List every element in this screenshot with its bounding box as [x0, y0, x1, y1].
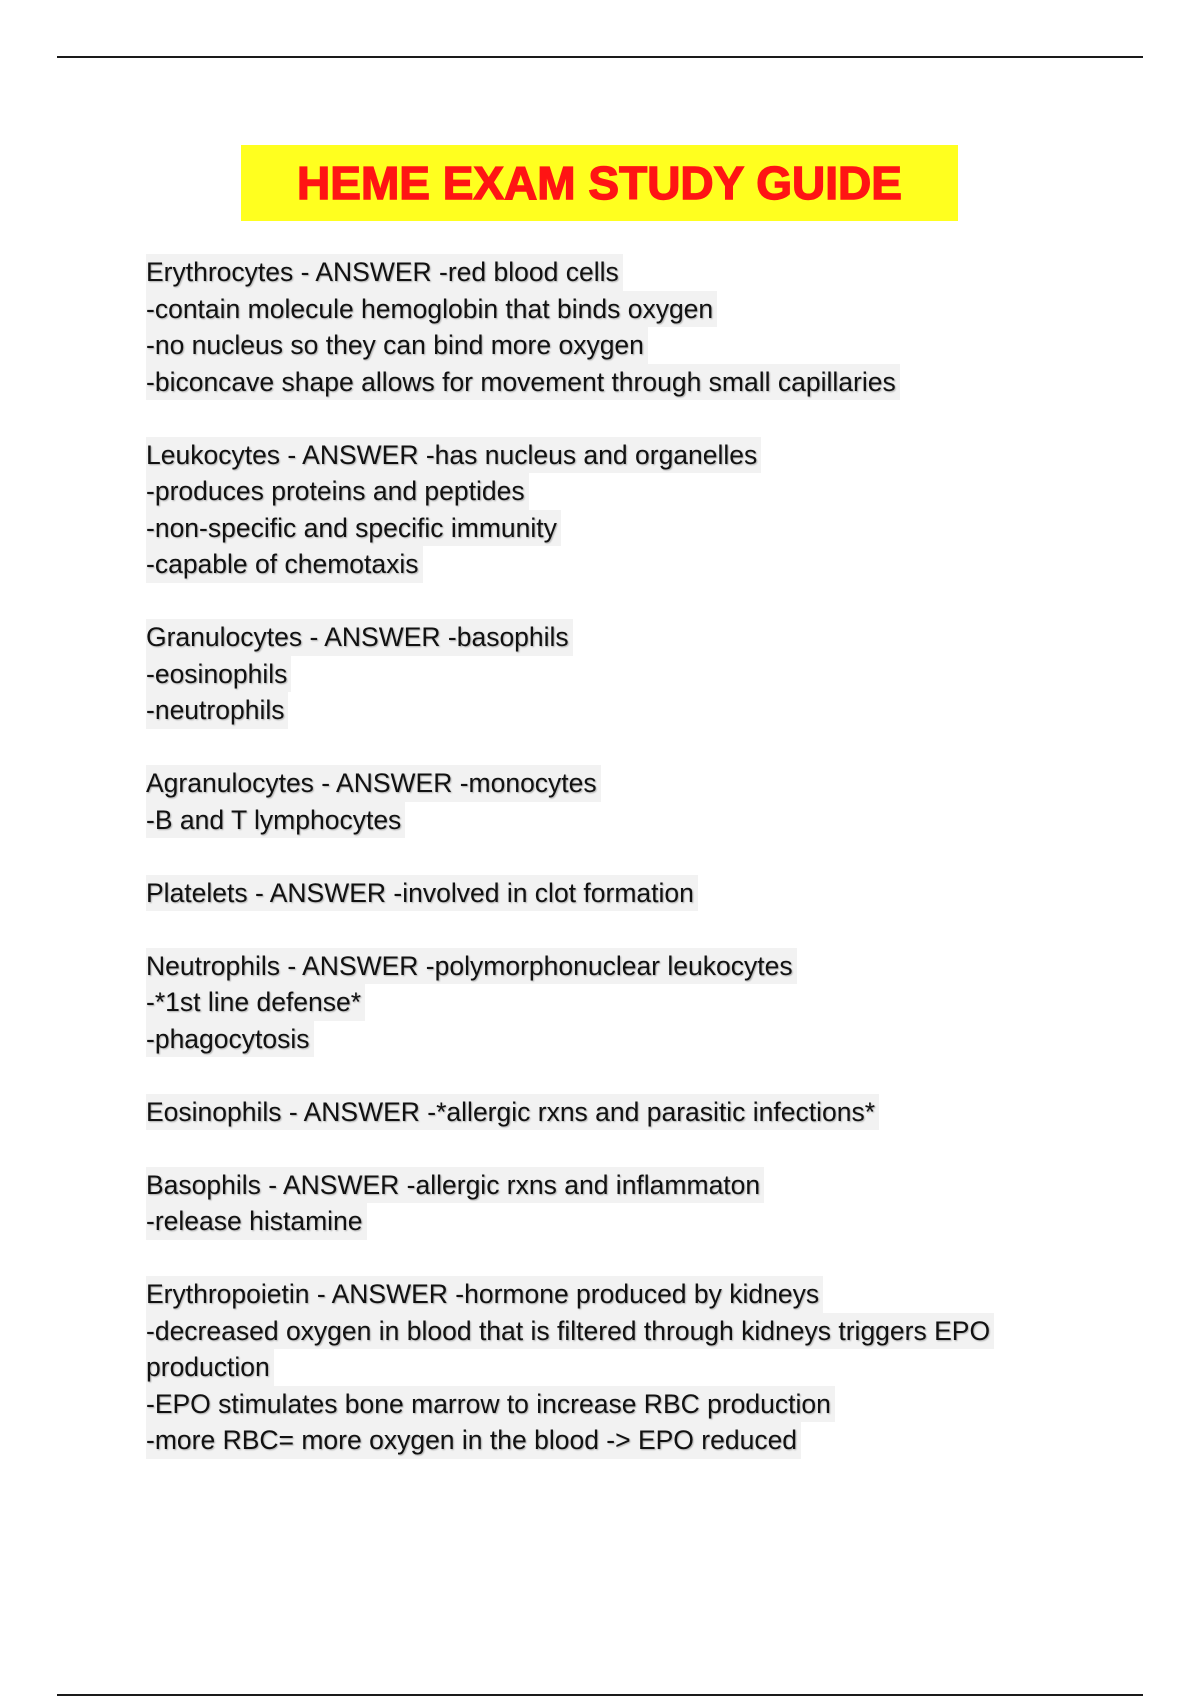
- document-title: HEME EXAM STUDY GUIDE: [297, 157, 902, 209]
- entry-granulocytes: [146, 619, 1106, 729]
- entry-eosinophils: [146, 1094, 1106, 1131]
- entry-leukocytes: [146, 437, 1106, 583]
- top-rule: [57, 56, 1143, 58]
- entry-line: Erythrocytes - ANSWER -red blood cells: [146, 254, 623, 291]
- bottom-rule: [57, 1694, 1143, 1696]
- entry-line: Neutrophils - ANSWER -polymorphonuclear leukocytes: [146, 948, 797, 985]
- entry-agranulocytes: [146, 765, 1106, 838]
- entry-line: -more RBC= more oxygen in the blood -> EPO reduced: [146, 1422, 801, 1459]
- entry-line: -produces proteins and peptides: [146, 473, 529, 510]
- entry-line: Leukocytes - ANSWER -has nucleus and organelles: [146, 437, 761, 474]
- entry-line: Platelets - ANSWER -involved in clot formation: [146, 875, 698, 912]
- entry-line: -decreased oxygen in blood that is filtered through kidneys triggers EPO: [146, 1313, 994, 1350]
- entry-line: Eosinophils - ANSWER -*allergic rxns and parasitic infections*: [146, 1094, 879, 1131]
- entry-line: Agranulocytes - ANSWER -monocytes: [146, 765, 601, 802]
- entry-line: Basophils - ANSWER -allergic rxns and inflammaton: [146, 1167, 764, 1204]
- title-highlight: [241, 145, 958, 221]
- entry-line: -phagocytosis: [146, 1021, 314, 1058]
- entry-line: -EPO stimulates bone marrow to increase RBC production: [146, 1386, 835, 1423]
- entry-line: -capable of chemotaxis: [146, 546, 423, 583]
- entry-neutrophils: [146, 948, 1106, 1058]
- entry-line: production: [146, 1349, 274, 1386]
- study-guide-content: [146, 254, 1106, 1495]
- entry-line: -non-specific and specific immunity: [146, 510, 561, 547]
- entry-line: Granulocytes - ANSWER -basophils: [146, 619, 573, 656]
- entry-erythropoietin: [146, 1276, 1106, 1459]
- entry-line: -eosinophils: [146, 656, 291, 693]
- entry-platelets: [146, 875, 1106, 912]
- entry-line: -release histamine: [146, 1203, 367, 1240]
- entry-line: Erythropoietin - ANSWER -hormone produced by kidneys: [146, 1276, 823, 1313]
- entry-line: -B and T lymphocytes: [146, 802, 405, 839]
- entry-line: -no nucleus so they can bind more oxygen: [146, 327, 648, 364]
- entry-line: -*1st line defense*: [146, 984, 365, 1021]
- entry-line: -neutrophils: [146, 692, 288, 729]
- entry-line: -biconcave shape allows for movement through small capillaries: [146, 364, 900, 401]
- entry-basophils: [146, 1167, 1106, 1240]
- entry-line: -contain molecule hemoglobin that binds oxygen: [146, 291, 717, 328]
- entry-erythrocytes: [146, 254, 1106, 400]
